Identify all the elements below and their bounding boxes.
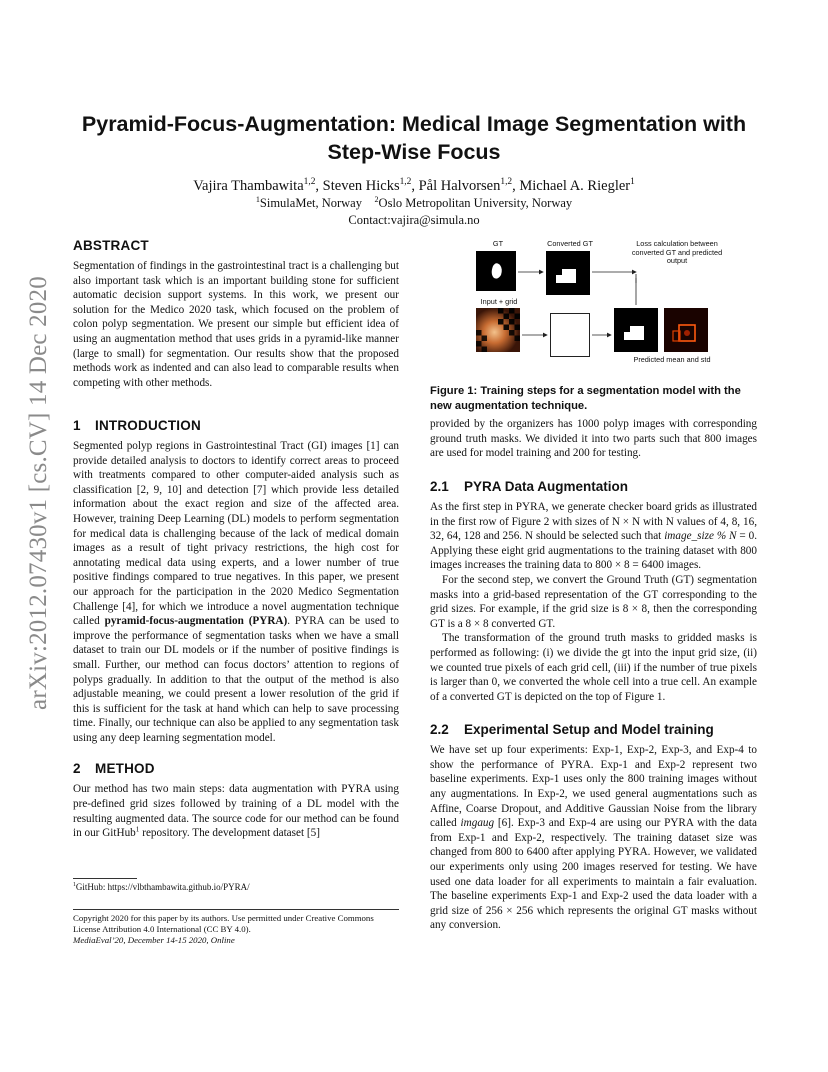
method-section xyxy=(73,761,399,840)
affiliation: SimulaMet, Norway xyxy=(259,196,362,210)
paper-title: Pyramid-Focus-Augmentation: Medical Image Segmentation with Step-Wise Focus xyxy=(81,112,747,164)
method-text: Our method has two main steps: data augmentation with PYRA using pre-defined grid sizes followed by training of a DL model with the resulting augmented data. The source code for our method can be found in our GitHub$^1$ repository. The development dataset [5] xyxy=(73,783,399,840)
figure-label-gt: GT xyxy=(492,239,504,248)
method-continued-text: provided by the organizers has 1000 polyp images with corresponding ground truth masks. We divided it into two parts such that 800 images are used for model training and 200 for testing. xyxy=(430,418,757,460)
converted-gt-image xyxy=(546,251,590,295)
license-text: Copyright 2020 for this paper by its authors. Use permitted under Creative Commons License Attribution 4.0 International (CC BY 4.0). xyxy=(73,913,374,934)
author-name: Michael A. Riegler xyxy=(519,178,631,194)
input-grid-image xyxy=(476,308,520,352)
author-name: Vajira Thambawita xyxy=(193,178,304,194)
pyra-section xyxy=(430,479,757,704)
pyra-paragraph: The transformation of the ground truth masks to gridded masks is performed as following: (i) we divide the gt into the input grid size, (ii) we counted true pixels of each grid cell, (iii) if the number of true pixels is larger than 0, we converted the whole cell into a true cell. An example of a converted GT is depicted on the top of Figure 1. xyxy=(430,632,757,703)
experimental-paragraph: We have set up four experiments: Exp-1, Exp-2, Exp-3, and Exp-4 to show the performance of PYRA. Exp-1 and Exp-2 represent two baseline experiments. Exp-1 uses only the 800 training images without any augmentations. In Exp-2, we used general augmentations such as Affine, Coarse Dropout, and Additive Gaussian Noise from the library called imgaug [6]. Exp-3 and Exp-4 are using our PYRA with the data from Exp-1 and Exp-2, respectively. The training dataset size was changed from 800 to 6400 after applying PYRA. However, we validated our experiments only using 200 images reserved for testing. We have used one data loader for all experiments to maintain a fair evaluation. The baseline experiments Exp-1 and Exp-2 used the data loader with a grid size of 256 × 256 which represents the original GT masks without any conversion. xyxy=(430,744,757,932)
abstract-section xyxy=(73,238,399,398)
arxiv-id: arXiv:2012.07430v1 [cs.CV] 14 Dec 2020 xyxy=(25,276,53,710)
footnote-divider xyxy=(73,878,137,879)
copyright-divider xyxy=(73,909,399,910)
right-column xyxy=(430,238,757,933)
section-heading: 2 METHOD xyxy=(73,761,155,777)
pyra-paragraph: For the second step, we convert the Ground Truth (GT) segmentation masks into a grid-based representation of the GT corresponding to the grid sizes. For example, if the grid size is 8 × 8, then the corresponding GT is a 8 × 8 converted GT. xyxy=(430,573,757,630)
affiliation: Oslo Metropolitan University, Norway xyxy=(378,196,573,210)
predicted-mean-image xyxy=(614,308,658,352)
contact: Contact:vajira@simula.no xyxy=(348,213,480,227)
arxiv-stamp xyxy=(14,278,64,708)
figure-label-prediction: Predicted mean and std xyxy=(633,355,711,364)
predicted-std-image xyxy=(664,308,708,352)
affiliations: $^1$SimulaMet, Norway $^2$Oslo Metropolitan University, Norway xyxy=(255,194,573,210)
abstract-text: Segmentation of findings in the gastrointestinal tract is a challenging but also important task which is an important building stone for sufficient automatic decision support systems. In this work, we present our solution for the Medico 2020 task, which focused on the problem of colon polyp segmentation. We present our simple but efficient idea of using an augmentation method that uses grids in a pyramid-like manner (large to small) for segmentation. Our results show that the proposed methods work as indented and can also lead to comparable results when competing with other methods. xyxy=(73,260,399,389)
introduction-text: Segmented polyp regions in Gastrointestinal Tract (GI) images [1] can provide detailed analysis to doctors to identify correct areas to proceed with treatments compared to other computer-aided analysis such as classification [2, 9, 10] and detection [7] which provide less detailed information about the exact region and size of the affected area. However, training Deep Learning (DL) models to perform segmentation for medical data is challenging because of the lack of medical domain images as a result of tight privacy restrictions, the high cost for annotating medical data using experts, and a lower number of true positive findings compared to true negatives. In this paper, we present our approach for the participation in the 2020 Medico Segmentation Challenge [4], for which we introduce a novel augmentation technique called pyramid-focus-augmentation (PYRA). PYRA can be used to improve the performance of segmentation tasks when we have a small dataset to train our DL models or if the number of positive findings is small. Further, our method can focus doctors’ attention to regions of polyps gradually. In addition to that the output of the method is also adjustable meaning, we could present a lower resolution of the grid if this is sufficient for the task at hand which can help to save processing time. Finally, our technique can also be applied to any segmentation task using any deep learning segmentation model. xyxy=(73,440,399,744)
introduction-section xyxy=(73,418,399,745)
left-column xyxy=(73,238,399,841)
figure-caption: Figure 1: Training steps for a segmentation model with the new augmentation technique. xyxy=(430,385,741,412)
gt-mask-image xyxy=(476,251,516,291)
copyright-block xyxy=(73,913,399,946)
figure-label-converted-gt: Converted GT xyxy=(547,239,593,248)
author-name: Pål Halvorsen xyxy=(418,178,501,194)
pyra-paragraph: As the first step in PYRA, we generate checker board grids as illustrated in the first row of Figure 2 with sizes of N × N with N values of 4, 8, 16, 32, 64, 128 and 256. N should be selected such that image_size % N = 0. Applying these eight grid augmentations to the training dataset with 800 images increases the training data to 800 × 8 = 6400 images. xyxy=(430,500,758,572)
author-list: Vajira Thambawita$^{1,2}$, Steven Hicks$^{1,2}$, Pål Halvorsen$^{1,2}$, Michael A. Riegler$^1$ xyxy=(193,177,635,194)
subsection-heading: 2.2 Experimental Setup and Model training xyxy=(430,722,714,738)
experimental-section xyxy=(430,722,757,933)
dl-model-box xyxy=(550,313,590,357)
venue-text: MediaEval’20, December 14-15 2020, Online xyxy=(73,935,235,945)
figure-label-loss: Loss calculation between converted GT and predicted output xyxy=(631,239,723,266)
figure-label-input-grid: Input + grid xyxy=(480,297,518,306)
figure-1 xyxy=(430,238,757,364)
section-heading: 1 INTRODUCTION xyxy=(73,418,201,433)
author-name: Steven Hicks xyxy=(322,178,400,194)
footnote-marker: 1 xyxy=(135,825,140,834)
subsection-heading: 2.1 PYRA Data Augmentation xyxy=(430,478,629,494)
footnote: $^1$GitHub: https://vlbthambawita.github.io/PYRA/ xyxy=(73,882,250,892)
abstract-heading: ABSTRACT xyxy=(73,238,149,253)
